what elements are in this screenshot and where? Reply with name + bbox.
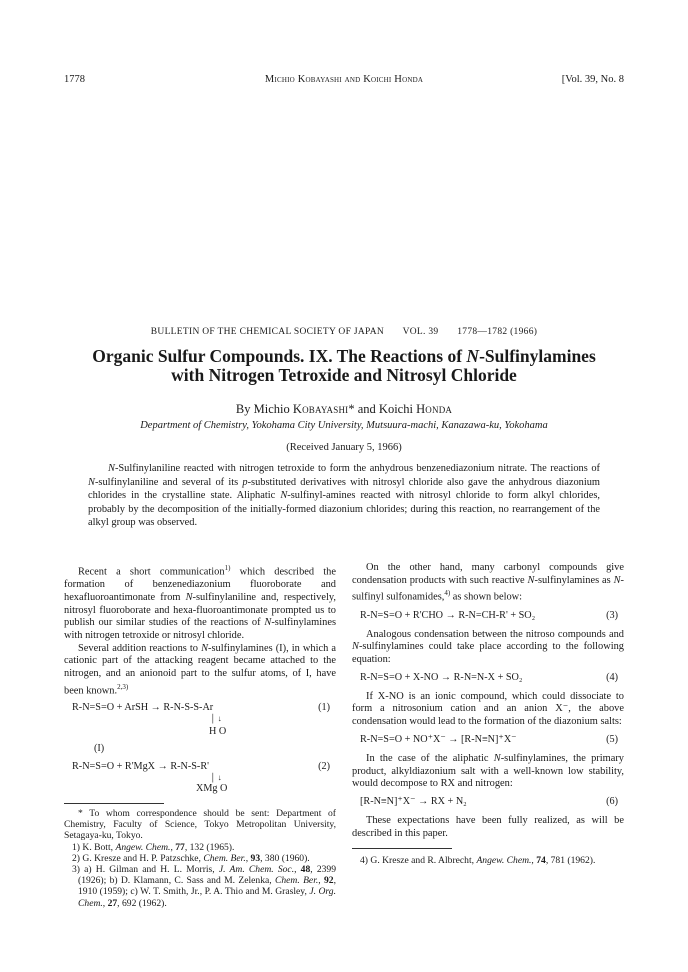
footnote-4: 4) G. Kresze and R. Albrecht, Angew. Chem., 74, 781 (1962). [360, 855, 596, 867]
italic-n: N [493, 752, 501, 764]
equation-number: (4) [606, 671, 618, 683]
equation-number: (6) [606, 795, 618, 807]
equation-3 [352, 610, 624, 624]
text: Several addition reactions to [78, 642, 202, 654]
text: In the case of the aliphatic [366, 752, 494, 764]
equation-number: (1) [318, 701, 330, 713]
title-text: Organic Sulfur Compounds. IX. The Reactions of [92, 346, 467, 366]
equation-2 [64, 761, 336, 775]
journal: Chem. Ber. [274, 875, 319, 887]
journal: J. Org. Chem. [78, 886, 336, 909]
equation-1 [64, 702, 336, 716]
footnote-3: 3) a) H. Gilman and H. L. Morris, J. Am. Chem. Soc., 48, 2399 (1926); b) D. Klamann, C. Sass and M. Zelenka, Chem. Ber., 92, 1910 (1959); c) W. T. Smith, Jr., P. A. Thio and M. Grasley, J. Org. Chem., 27, 692 (1962). [72, 863, 337, 909]
article-title [64, 347, 624, 385]
text: -sulfinylamines (I), in which a cationic part of the attacking reagent became attached to the nitrogen, and an anionoid part to the sulfur atoms, of I, have been known. [64, 642, 336, 697]
equation-5 [352, 734, 624, 748]
title-italic: N [466, 346, 480, 366]
affiliation: Department of Chemistry, Yokohama City University, Mutsuura-machi, Kanazawa-ku, Yokohama [140, 420, 548, 431]
equation-text: R-N=S=O + ArSH → R-N-S-S-Ar [72, 701, 214, 713]
right-column [352, 562, 624, 867]
text: Recent a short communication [78, 566, 225, 578]
journal-pages: 1778—1782 (1966) [457, 327, 538, 337]
italic-n: N [280, 490, 288, 502]
author-mark: * [348, 402, 355, 416]
author-first: Michio [253, 402, 293, 416]
journal: Angew. Chem. [115, 841, 171, 853]
equation-6 [352, 796, 624, 810]
citation-ref: 1) [224, 564, 231, 572]
footnote-rule [352, 848, 452, 849]
equation-number: (2) [318, 760, 330, 772]
compound-label [64, 741, 336, 755]
volume: 48 [300, 863, 311, 875]
abstract [88, 462, 600, 530]
paragraph [64, 562, 336, 643]
volume: 74 [536, 855, 546, 867]
equation-sub: H O [209, 725, 227, 737]
equation-sub: XMg O [196, 782, 228, 794]
text: , 1910 (1959); c) W. T. Smith, Jr., P. A. Thio and M. Grasley, [78, 875, 336, 898]
footnotes [352, 855, 624, 866]
text: -sulfinylamines with nitrogen tetroxide or nitrosyl chloride. [64, 617, 336, 641]
paragraph [352, 753, 624, 791]
author-first: Koichi [378, 402, 417, 416]
footnote-rule [64, 803, 164, 804]
text: , 2399 (1926); b) D. Klamann, C. Sass and M. Zelenka, [78, 863, 337, 887]
paragraph [64, 643, 336, 698]
italic-n: N [88, 476, 95, 488]
paragraph: If X-NO is an ionic compound, which could dissociate to form a nitrosonium cation and an anion X⁻, the above condensation would lead to the formation of the diazonium salts: [352, 690, 624, 728]
footnote-1: 1) K. Bott, Angew. Chem., 77, 132 (1965). [72, 841, 235, 853]
equation-2-bonds: │ ↓ [210, 772, 222, 782]
volume: 92 [324, 875, 334, 887]
footnote-star: * To whom correspondence should be sent: Department of Chemistry, Faculty of Science, Tokyo Metropolitan University, Setagaya-ku, Tokyo. [64, 807, 336, 842]
abstract-text: -sulfinyl-amines reacted with nitrosyl chloride to form alkyl chlorides, probably by the decomposition of the initially-formed diazonium chlorides; during this reaction, no rearrangement of the alkyl group was observed. [88, 490, 600, 529]
text: as shown below: [450, 591, 523, 603]
volume: 27 [107, 897, 118, 909]
text: -sulfinyl sulfonamides, [352, 574, 624, 603]
text: 3) a) H. Gilman and H. L. Morris, [72, 863, 219, 875]
equation-text: [R-N≡N]⁺X⁻ → RX + N₂ [360, 795, 467, 807]
equation-text: R-N=S=O + X-NO → R-N=N-X + SO₂ [360, 671, 523, 683]
abstract-text: -sulfinylaniline and several of its [94, 476, 243, 488]
equation-4 [352, 672, 624, 686]
byline-by: By [235, 402, 254, 416]
equation-1-substituents [64, 725, 336, 741]
italic-n: N [613, 574, 621, 586]
journal: Angew. Chem. [476, 855, 532, 867]
paragraph [352, 562, 624, 605]
footnote-2: 2) G. Kresze and H. P. Patzschke, Chem. Ber., 93, 380 (1960). [72, 852, 310, 864]
text: Analogous condensation between the nitroso compounds and [366, 628, 624, 640]
italic-n: N [264, 617, 272, 629]
text: 1) K. Bott, [72, 841, 116, 853]
text: -sulfinylamines as [534, 574, 614, 586]
left-column [64, 562, 336, 909]
equation-number: (5) [606, 733, 618, 745]
citation-ref: 2,3) [117, 682, 129, 691]
running-volume: [Vol. 39, No. 8 [561, 74, 624, 85]
text: , 781 (1962). [545, 855, 596, 867]
abstract-text: -substituted derivatives with nitrosyl chloride also gave the anhydrous diazonium chlorides in the crystalline state. Aliphatic [88, 476, 600, 502]
text: -sulfinylamines, the primary product, alkyldiazonium salt with a well-known low stability, would decompose to RX and nitrogen: [352, 752, 624, 790]
equation-2-substituents [64, 782, 336, 799]
title-text: -Sulfinylamines [479, 346, 596, 366]
italic-p: p [242, 476, 248, 488]
paragraph: These expectations have been fully realized, as will be described in this paper. [352, 814, 624, 839]
compound-label-text: (I) [94, 742, 105, 754]
page-number: 1778 [64, 74, 85, 85]
italic-n: N [201, 642, 209, 654]
text: , 692 (1962). [117, 897, 167, 909]
journal: Chem. Ber. [203, 852, 246, 864]
equation-number: (3) [606, 609, 618, 621]
text: which described the formation of benzenediazonium fluoroborate and hexafluoroantimonate from [64, 566, 336, 603]
italic-n: N [352, 641, 359, 653]
italic-n: N [108, 463, 115, 474]
italic-n: N [527, 574, 535, 586]
volume: 93 [250, 852, 261, 864]
author-last: Honda [416, 402, 453, 416]
footnotes [64, 808, 336, 909]
citation-ref: 4) [444, 589, 451, 598]
text: , 132 (1965). [184, 841, 235, 853]
text: 4) G. Kresze and R. Albrecht, [360, 855, 477, 867]
equation-1-bonds: │ ↓ [210, 713, 222, 723]
text: -sulfinylaniline and, respectively, nitrosyl fluoroborate and hexa-fluoroantimonate prompted us to publish our similar studies of the reactions of [64, 591, 336, 629]
text: 2) G. Kresze and H. P. Patzschke, [72, 852, 204, 864]
byline [64, 402, 624, 417]
equation-text: R-N=S=O + R'CHO → R-N=CH-R' + SO₂ [360, 609, 536, 621]
journal-name: BULLETIN OF THE CHEMICAL SOCIETY OF JAPAN [150, 327, 385, 337]
journal-line [64, 327, 624, 337]
text: -sulfinylamines could take place according to the following equation: [352, 641, 624, 665]
paragraph [352, 629, 624, 667]
italic-n: N [185, 591, 193, 603]
byline-and: and [354, 402, 379, 416]
journal-volume: VOL. 39 [402, 327, 439, 337]
equation-text: R-N=S=O + R'MgX → R-N-S-R' [72, 760, 209, 772]
volume: 77 [175, 841, 185, 853]
received-date: (Received January 5, 1966) [286, 442, 402, 453]
text: , 380 (1960). [260, 852, 310, 864]
equation-text: R-N=S=O + NO⁺X⁻ → [R-N≡N]⁺X⁻ [360, 733, 517, 745]
author-last: Kobayashi [292, 402, 349, 416]
journal: J. Am. Chem. Soc. [218, 863, 295, 875]
abstract-text: -Sulfinylaniline reacted with nitrogen tetroxide to form the anhydrous benzenediazonium nitrate. The reactions of [114, 463, 600, 474]
title-text: with Nitrogen Tetroxide and Nitrosyl Chloride [171, 365, 517, 385]
running-authors: Michio Kobayashi and Koichi Honda [264, 74, 424, 85]
text: On the other hand, many carbonyl compounds give condensation products with such reactive [352, 562, 624, 586]
